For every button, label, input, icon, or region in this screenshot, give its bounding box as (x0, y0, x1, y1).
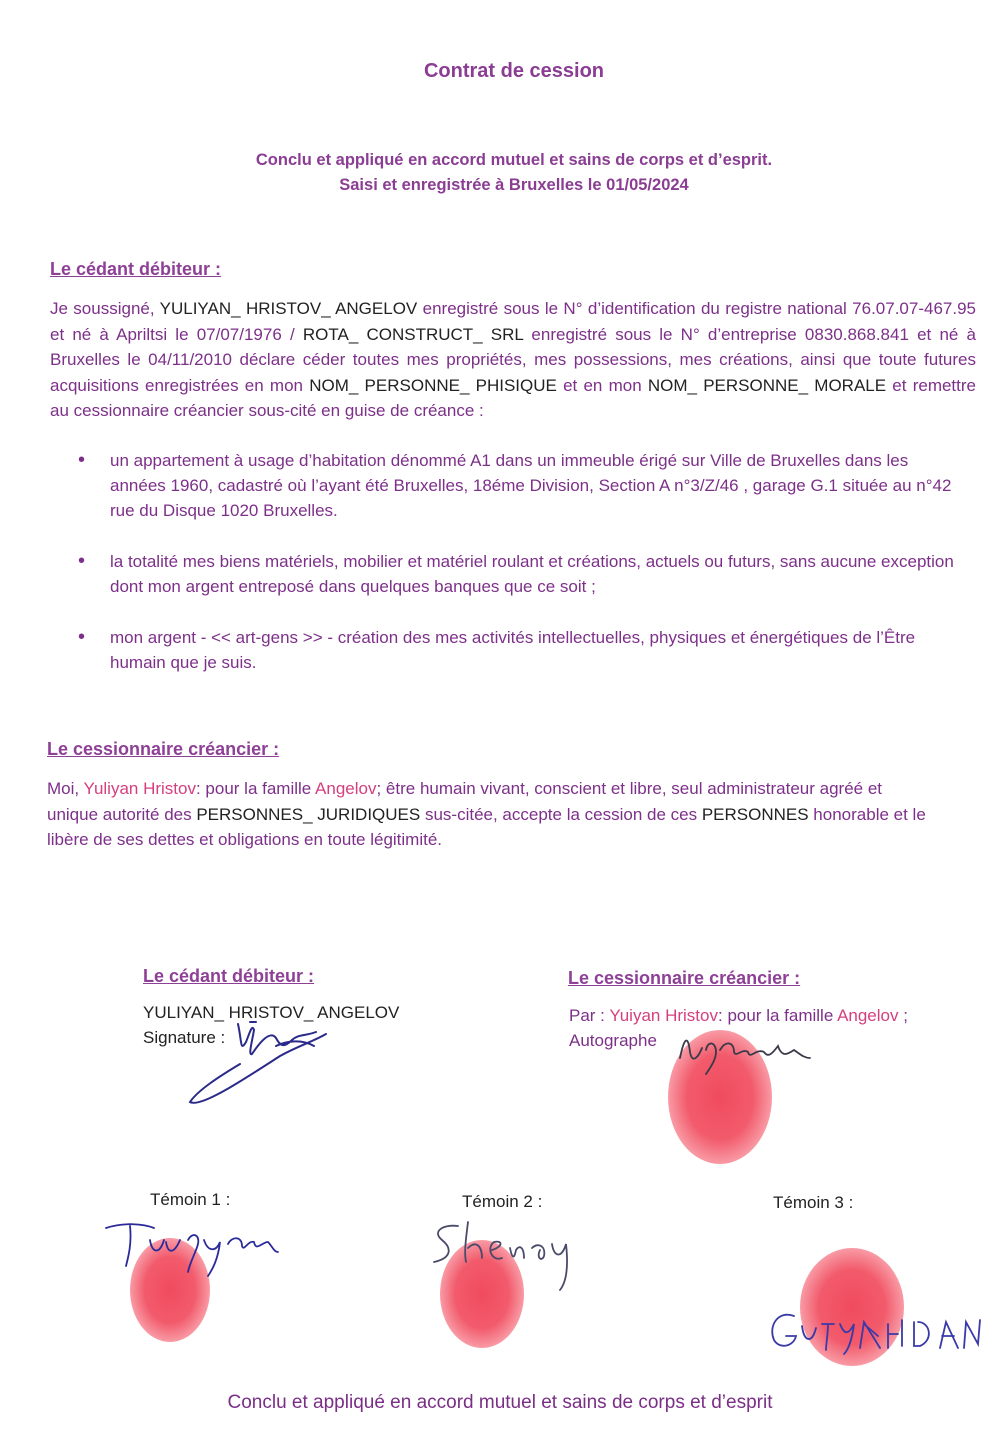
cessionnaire-paragraph (47, 776, 927, 853)
cess-text-a: Moi, (47, 779, 84, 798)
cedant-text-a: Je soussigné, (50, 299, 160, 318)
cessionnaire-heading: Le cessionnaire créancier : (47, 739, 280, 759)
list-item-text: la totalité mes biens matériels, mobilier et matériel roulant et créations, actuels ou futurs, sans aucune exception dont mon argent entreposé dans quelques banques que ce soit ; (110, 552, 954, 596)
list-item (78, 625, 963, 675)
bullet-icon: • (78, 550, 86, 572)
cess-text-b: : pour la famille (195, 779, 316, 798)
witness-3-label: Témoin 3 : (773, 1193, 854, 1212)
sig-right-heading: Le cessionnaire créancier : (568, 968, 801, 988)
witness-2-label: Témoin 2 : (462, 1192, 543, 1211)
sig-right-name: Yuiyan Hristov (609, 1006, 718, 1025)
sig-right-par: Par : (569, 1006, 610, 1025)
document-title: Contrat de cession (423, 60, 605, 82)
list-item (78, 448, 963, 523)
cedant-morale: NOM_ PERSONNE_ MORALE (647, 375, 887, 395)
witness-3-scribble-icon (764, 1300, 984, 1360)
cedant-physique: NOM_ PERSONNE_ PHISIQUE (309, 375, 557, 395)
cess-text-d: sus-citée, accepte la cession de ces (420, 804, 702, 824)
cedant-company: ROTA_ CONSTRUCT_ SRL (302, 324, 524, 344)
cedant-name: YULIYAN_ HRISTOV_ ANGELOV (159, 299, 418, 318)
witness-1-scribble-icon (104, 1218, 284, 1278)
list-item (78, 549, 963, 599)
cess-name: Yuliyan Hristov (83, 779, 196, 798)
sig-right-label: Autographe (569, 1031, 657, 1050)
list-item-text: un appartement à usage d’habitation dénommé A1 dans un immeuble érigé sur Ville de Bruxelles dans les années 1960, cadastré où l’ayant été Bruxelles, 18éme Division, Section A n°3/Z/46 , garage G.1 située au n°42 rue du Disque 1020 Bruxelles. (110, 451, 952, 520)
sig-left-heading: Le cédant débiteur : (143, 966, 315, 986)
sig-right-line (569, 1003, 908, 1028)
sig-left-label: Signature : (143, 1028, 226, 1047)
cedant-paragraph (50, 296, 976, 424)
bullet-icon: • (78, 626, 86, 648)
sig-right-family: Angelov (837, 1006, 899, 1025)
witness-2-scribble-icon (428, 1218, 588, 1298)
autograph-scribble-icon (676, 1028, 816, 1078)
intro-block (0, 148, 1000, 198)
cedant-text-c: enregistré sous le N° d’entreprise 0830.868.841 et né à Bruxelles le 04/11/2010 déclare céder toutes mes propriétés, mes possessions, mes créations, ainsi que toute futures acquisitions enregistrées en mon (50, 324, 976, 395)
signature-scribble-icon (180, 1012, 340, 1112)
list-item-text: mon argent - << art-gens >> - création des mes activités intellectuelles, physiques et énergétiques de l’Être humain que je suis. (110, 628, 916, 672)
cedant-text-d: et en mon (556, 375, 648, 395)
intro-line-2: Saisi et enregistrée à Bruxelles le 01/05/2024 (339, 176, 689, 194)
intro-line-1: Conclu et appliqué en accord mutuel et sains de corps et d’esprit. (255, 151, 773, 169)
cedant-text-b: enregistré sous le N° d’identification du registre national 76.07.07-467.95 et né à Apriltsi le 07/07/1976 / (50, 299, 976, 344)
cess-text-e: honorable et le libère de ses dettes et obligations en toute légitimité. (47, 804, 926, 849)
bullet-icon: • (78, 449, 86, 471)
cess-family: Angelov (315, 779, 377, 798)
cedant-heading: Le cédant débiteur : (50, 259, 222, 279)
cedant-text-e: et remettre au cessionnaire créancier sous-cité en guise de créance : (50, 375, 976, 420)
sig-right-end: ; (898, 1006, 908, 1025)
cess-personnes: PERSONNES (701, 804, 809, 824)
footer-text: Conclu et appliqué en accord mutuel et sains de corps et d’esprit (227, 1392, 773, 1413)
assets-list (78, 448, 963, 701)
cess-juridiques: PERSONNES_ JURIDIQUES (196, 804, 421, 824)
witness-1-label: Témoin 1 : (150, 1190, 231, 1209)
sig-left-name: YULIYAN_ HRISTOV_ ANGELOV (143, 1003, 400, 1022)
sig-right-mid: : pour la famille (718, 1006, 838, 1025)
cess-text-c: ; être humain vivant, conscient et libre, seul administrateur agréé et unique autorité des (47, 779, 883, 824)
